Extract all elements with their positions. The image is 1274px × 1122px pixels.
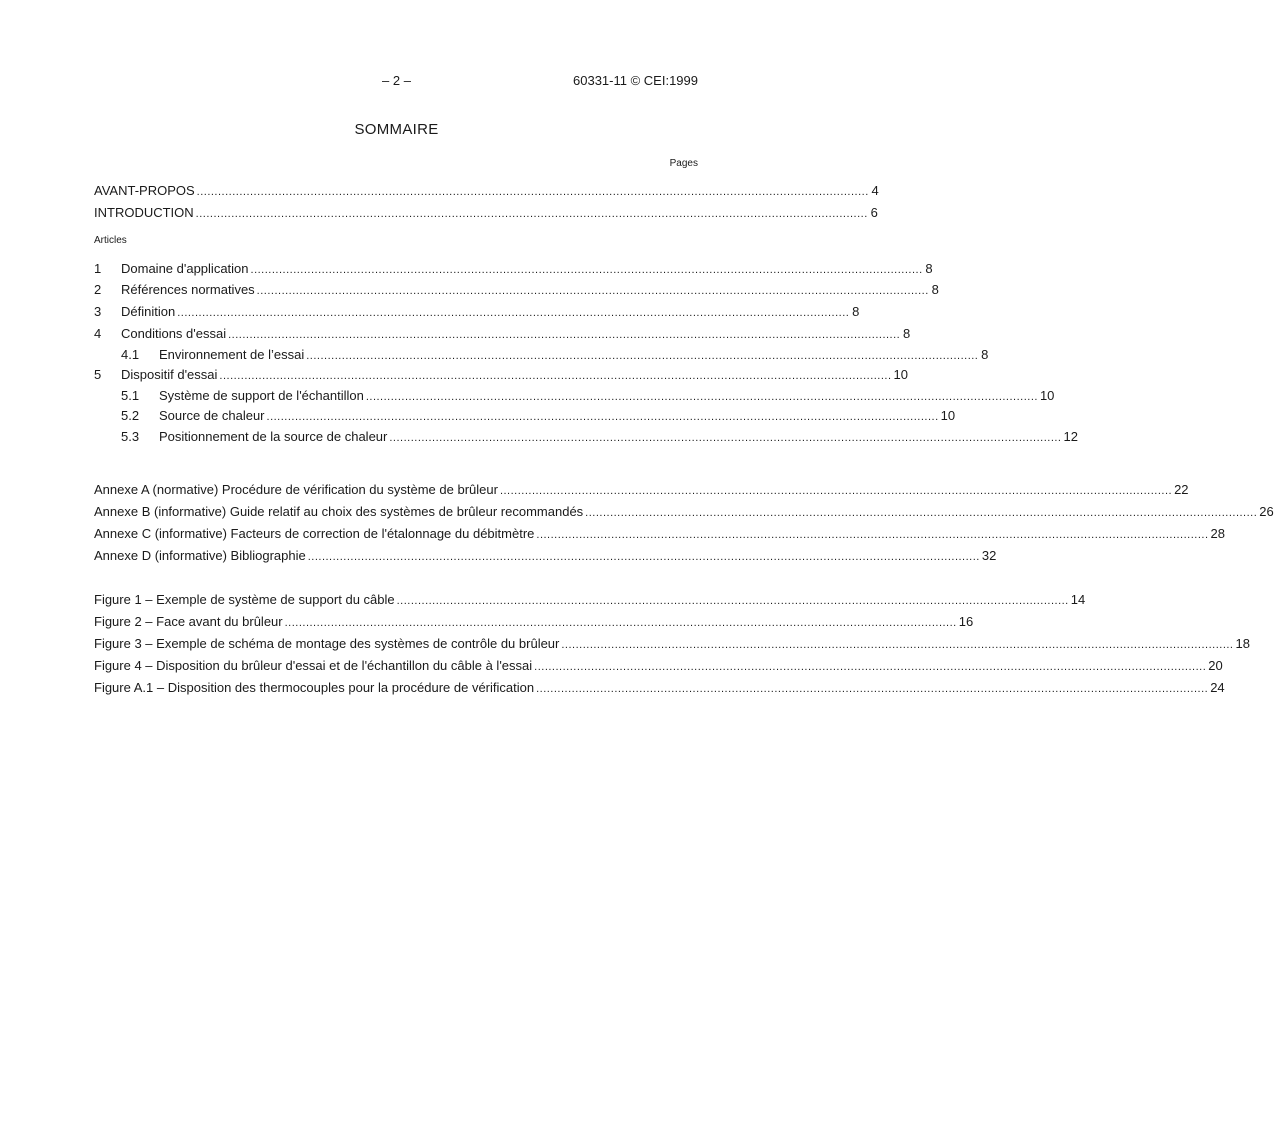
toc-entry-page: 22 xyxy=(1174,482,1189,497)
toc-entry[interactable] xyxy=(94,633,1250,655)
toc-entry-number: 4 xyxy=(94,325,102,341)
toc-entry-label: Positionnement de la source de chaleur xyxy=(159,428,388,444)
toc-entry-page: 8 xyxy=(852,303,860,319)
toc-entry-label: Domaine d'application xyxy=(121,261,249,276)
toc-entry-page: 24 xyxy=(1210,680,1225,695)
toc-entry-page: 10 xyxy=(893,367,909,382)
dot-leader: ............................................................................................................................................................................................. xyxy=(228,328,901,341)
toc-entry-number: 5.2 xyxy=(121,408,140,423)
toc-entry-number: 5 xyxy=(94,367,102,382)
toc-entry[interactable] xyxy=(94,545,997,567)
dot-leader: ............................................................................................................................................................................................. xyxy=(536,529,1209,541)
toc-entry-number: 5.1 xyxy=(121,387,140,403)
toc-entry[interactable] xyxy=(94,611,974,633)
dot-leader: ............................................................................................................................................................................................. xyxy=(256,285,929,297)
toc-entry-page: 28 xyxy=(1210,526,1225,541)
toc-entry[interactable] xyxy=(94,677,1225,699)
toc-entry[interactable] xyxy=(94,386,1055,407)
toc-entry-page: 6 xyxy=(870,205,878,220)
document-reference: 60331-11 © CEI:1999 xyxy=(573,73,698,88)
toc-entry[interactable] xyxy=(94,180,879,202)
dot-leader: ............................................................................................................................................................................................. xyxy=(195,208,868,220)
toc-entry-label: Annexe D (informative) Bibliographie xyxy=(94,548,306,563)
toc-entry-label: Environnement de l’essai xyxy=(159,346,305,362)
toc-entry-number: 3 xyxy=(94,303,102,319)
dot-leader: ............................................................................................................................................................................................. xyxy=(284,617,957,629)
toc-entry-label: Conditions d'essai xyxy=(121,325,227,341)
toc-entry-page: 8 xyxy=(903,325,911,341)
toc-entry[interactable] xyxy=(94,301,860,323)
dot-leader: ............................................................................................................................................................................................. xyxy=(196,186,869,198)
toc-entry-number: 4.1 xyxy=(121,346,140,362)
toc-articles-section xyxy=(94,258,1078,447)
articles-label: Articles xyxy=(94,235,127,246)
toc-entry-label: AVANT-PROPOS xyxy=(94,183,195,198)
toc-entry-label: INTRODUCTION xyxy=(94,205,194,220)
dot-leader: ............................................................................................................................................................................................. xyxy=(307,551,980,563)
toc-entry[interactable] xyxy=(94,365,909,386)
toc-entry[interactable] xyxy=(94,655,1223,677)
toc-entry-page: 26 xyxy=(1259,504,1274,519)
dot-leader: ............................................................................................................................................................................................. xyxy=(534,661,1207,673)
dot-leader: ............................................................................................................................................................................................. xyxy=(561,639,1234,651)
toc-entry-page: 18 xyxy=(1235,636,1250,651)
toc-figures-section xyxy=(94,589,1250,699)
toc-entry-label: Dispositif d'essai xyxy=(121,367,218,382)
toc-entry-label: Annexe A (normative) Procédure de vérification du système de brûleur xyxy=(94,482,498,497)
dot-leader: ............................................................................................................................................................................................. xyxy=(389,431,1062,444)
toc-entry[interactable] xyxy=(94,589,1086,611)
toc-entry-number: 5.3 xyxy=(121,428,140,444)
toc-entry-page: 10 xyxy=(940,408,956,423)
toc-entry-label: Source de chaleur xyxy=(159,408,265,423)
toc-entry-page: 16 xyxy=(958,614,974,629)
toc-entry-number: 1 xyxy=(94,261,102,276)
toc-entry-label: Figure 2 – Face avant du brûleur xyxy=(94,614,283,629)
toc-entry-label: Système de support de l'échantillon xyxy=(159,387,364,403)
dot-leader: ............................................................................................................................................................................................. xyxy=(177,306,850,319)
toc-entry-label: Figure 3 – Exemple de schéma de montage des systèmes de contrôle du brûleur xyxy=(94,636,560,651)
toc-entry-page: 10 xyxy=(1039,387,1055,403)
toc-entry[interactable] xyxy=(94,258,933,280)
dot-leader: ............................................................................................................................................................................................. xyxy=(219,370,892,382)
pages-column-label: Pages xyxy=(669,158,698,169)
toc-entry-label: Figure A.1 – Disposition des thermocouples pour la procédure de vérification xyxy=(94,680,535,695)
toc-annexes-section xyxy=(94,479,1274,567)
toc-entry[interactable] xyxy=(94,427,1078,448)
toc-entry-page: 4 xyxy=(871,183,879,198)
page-number: – 2 – xyxy=(382,73,411,88)
dot-leader: ............................................................................................................................................................................................. xyxy=(365,390,1038,403)
toc-entry-page: 14 xyxy=(1070,592,1086,607)
toc-entry-number: 2 xyxy=(94,282,102,297)
toc-entry-label: Définition xyxy=(121,303,176,319)
dot-leader: ............................................................................................................................................................................................. xyxy=(306,349,979,362)
toc-entry[interactable] xyxy=(94,280,939,301)
toc-entry-page: 8 xyxy=(931,282,939,297)
dot-leader: ............................................................................................................................................................................................. xyxy=(536,683,1209,695)
toc-entry-page: 20 xyxy=(1208,658,1223,673)
dot-leader: ............................................................................................................................................................................................. xyxy=(266,411,939,423)
toc-entry-page: 32 xyxy=(981,548,997,563)
toc-entry[interactable] xyxy=(94,479,1189,501)
toc-entry-label: Annexe C (informative) Facteurs de correction de l'étalonnage du débitmètre xyxy=(94,526,535,541)
toc-entry[interactable] xyxy=(94,323,911,345)
toc-entry-page: 12 xyxy=(1063,428,1078,444)
dot-leader: ............................................................................................................................................................................................. xyxy=(396,595,1069,607)
toc-entry[interactable] xyxy=(94,345,989,366)
toc-front-section xyxy=(94,180,879,224)
toc-entry-label: Figure 1 – Exemple de système de support du câble xyxy=(94,592,395,607)
page-title: SOMMAIRE xyxy=(354,121,439,138)
toc-entry-label: Figure 4 – Disposition du brûleur d'essai et de l'échantillon du câble à l'essai xyxy=(94,658,533,673)
dot-leader: ............................................................................................................................................................................................. xyxy=(499,485,1173,497)
toc-entry[interactable] xyxy=(94,501,1274,523)
dot-leader: ............................................................................................................................................................................................. xyxy=(250,264,923,276)
toc-entry-label: Annexe B (informative) Guide relatif au choix des systèmes de brûleur recommandés xyxy=(94,504,584,519)
toc-entry[interactable] xyxy=(94,406,956,427)
toc-entry-page: 8 xyxy=(925,261,933,276)
dot-leader: ............................................................................................................................................................................................. xyxy=(585,507,1258,519)
toc-entry-label: Références normatives xyxy=(121,282,255,297)
toc-entry[interactable] xyxy=(94,523,1225,545)
toc-entry[interactable] xyxy=(94,202,878,224)
toc-entry-page: 8 xyxy=(981,346,989,362)
